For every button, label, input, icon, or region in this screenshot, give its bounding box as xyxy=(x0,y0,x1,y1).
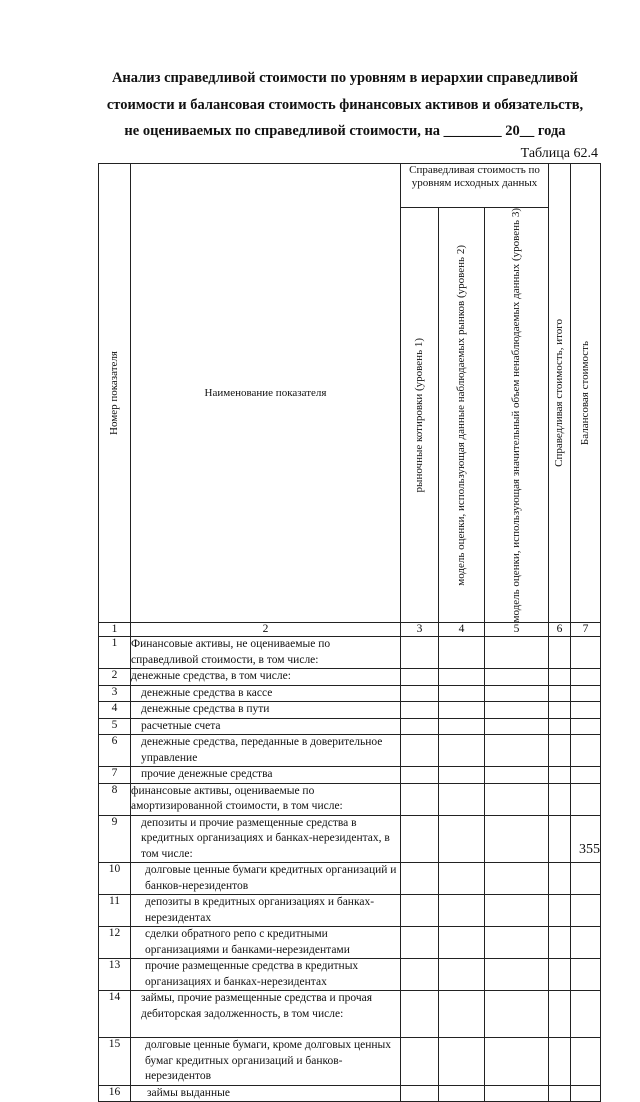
table-row xyxy=(99,685,601,702)
row-number: 14 xyxy=(99,991,131,1038)
table-row xyxy=(99,783,601,815)
row-number: 2 xyxy=(99,669,131,686)
header-fair-value-total: Справедливая стоимость, итого xyxy=(549,164,571,623)
row-name: депозиты и прочие размещенные средства в кредитных организациях и банках-нерезидентах, в том числе: xyxy=(131,815,401,863)
table-row xyxy=(99,927,601,959)
table-row xyxy=(99,991,601,1038)
table-row xyxy=(99,895,601,927)
header-indicator-number: Номер показателя xyxy=(99,164,131,623)
column-number: 4 xyxy=(439,623,485,637)
column-number: 5 xyxy=(485,623,549,637)
column-number: 6 xyxy=(549,623,571,637)
row-name: займы выданные xyxy=(131,1085,401,1102)
fair-value-table xyxy=(98,163,601,1102)
column-number: 2 xyxy=(131,623,401,637)
row-name: финансовые активы, оцениваемые по амортизированной стоимости, в том числе: xyxy=(131,783,401,815)
row-name: денежные средства, в том числе: xyxy=(131,669,401,686)
table-row xyxy=(99,735,601,767)
row-name: прочие денежные средства xyxy=(131,767,401,784)
row-number: 9 xyxy=(99,815,131,863)
row-name: расчетные счета xyxy=(131,718,401,735)
header-level-3: модель оценки, использующая значительный объем ненаблюдаемых данных (уровень 3) xyxy=(485,208,549,623)
row-name: прочие размещенные средства в кредитных организациях и банках-нерезидентах xyxy=(131,959,401,991)
document-title-line-3: не оцениваемых по справедливой стоимости, на ________ 20__ года xyxy=(124,123,566,139)
row-number: 15 xyxy=(99,1038,131,1086)
column-number: 3 xyxy=(401,623,439,637)
row-name: Финансовые активы, не оцениваемые по справедливой стоимости, в том числе: xyxy=(131,637,401,669)
row-name: денежные средства в кассе xyxy=(131,685,401,702)
row-number: 7 xyxy=(99,767,131,784)
header-carrying-value: Балансовая стоимость xyxy=(571,164,601,623)
page-number: 355 xyxy=(579,842,600,857)
table-label: Таблица 62.4 xyxy=(520,146,598,161)
table-row xyxy=(99,1085,601,1102)
table-row xyxy=(99,702,601,719)
row-number: 13 xyxy=(99,959,131,991)
table-row xyxy=(99,637,601,669)
table-row xyxy=(99,669,601,686)
table-row xyxy=(99,959,601,991)
table-row xyxy=(99,815,601,863)
row-number: 12 xyxy=(99,927,131,959)
row-number: 6 xyxy=(99,735,131,767)
row-number: 8 xyxy=(99,783,131,815)
column-number-row xyxy=(99,623,601,637)
document-title-line-1: Анализ справедливой стоимости по уровням в иерархии справедливой xyxy=(111,70,579,86)
row-number: 10 xyxy=(99,863,131,895)
row-name: долговые ценные бумаги, кроме долговых ценных бумаг кредитных организаций и банков-нерезидентов xyxy=(131,1038,401,1086)
row-number: 11 xyxy=(99,895,131,927)
row-number: 3 xyxy=(99,685,131,702)
row-number: 1 xyxy=(99,637,131,669)
row-number: 4 xyxy=(99,702,131,719)
row-name: денежные средства, переданные в доверительное управление xyxy=(131,735,401,767)
header-fair-value-levels: Справедливая стоимость по уровням исходных данных xyxy=(401,164,549,208)
row-number: 5 xyxy=(99,718,131,735)
row-name: денежные средства в пути xyxy=(131,702,401,719)
header-indicator-name: Наименование показателя xyxy=(131,164,401,623)
row-name: займы, прочие размещенные средства и прочая дебиторская задолженность, в том числе: xyxy=(131,991,401,1038)
table-row xyxy=(99,1038,601,1086)
row-name: долговые ценные бумаги кредитных организаций и банков-нерезидентов xyxy=(131,863,401,895)
header-level-1: рыночные котировки (уровень 1) xyxy=(401,208,439,623)
column-number: 1 xyxy=(99,623,131,637)
table-row xyxy=(99,863,601,895)
table-row xyxy=(99,718,601,735)
header-level-2: модель оценки, использующая данные наблюдаемых рынков (уровень 2) xyxy=(439,208,485,623)
row-name: сделки обратного репо с кредитными организациями и банками-нерезидентами xyxy=(131,927,401,959)
column-number: 7 xyxy=(571,623,601,637)
document-title-line-2: стоимости и балансовая стоимость финансовых активов и обязательств, xyxy=(106,97,584,113)
row-name: депозиты в кредитных организациях и банках-нерезидентах xyxy=(131,895,401,927)
table-row xyxy=(99,767,601,784)
row-number: 16 xyxy=(99,1085,131,1102)
